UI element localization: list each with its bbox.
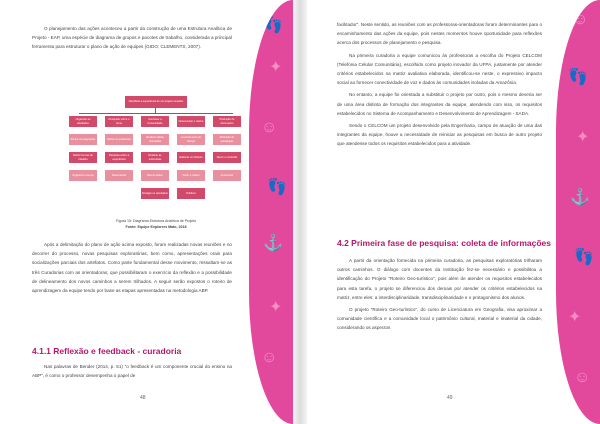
right-paragraph-1: facilitador". Neste sentido, as reuniões com as professoras-orientadoras foram determinantes para o encaminhamento das ações da equipe, pois nestes momentos houve oportunidade para reflexões acerca dos processos de planejamento e pesquisa. [337,22,542,46]
book-gutter [293,0,307,424]
diagram-box: Reunir dados [141,170,169,181]
right-text-block-2 [337,256,542,336]
diagram-box: Conhecer a Universidade [141,116,169,127]
diagram-box: Pesquisa sobre a experiência [105,152,133,163]
smiley-icon: ☺ [261,119,278,136]
anchor-icon: ⚓ [570,189,590,206]
diagram-box: Realizar visitas orientadas [141,134,169,145]
decorative-band-right [556,0,600,424]
right-text-block-1 [337,20,542,152]
smiley-icon: ☺ [572,11,589,28]
star-icon: ✦ [568,309,582,326]
star-icon: ✦ [269,299,283,316]
left-page [0,0,293,424]
decorative-band-left [249,0,293,424]
diagram-box: Produção do documento [213,116,241,127]
left-paragraph-1: O planejamento das ações aconteceu a partir da construção de uma Estrutura Analítica de Projeto - EAP, uma espécie de diagrama de grupos e pacotes de trabalho, considerada a principal ferramenta para estruturar o plano de ação de equipes (GIDO; CLEMENTS, 2007). [32,26,232,50]
right-paragraph-6: O projeto "Roteiro Geo-turístico", do curso de Licenciatura em Geografia, visa aproximar a comunidade científica e a comunidade local o patrimônio cultural, material e imaterial da cidade, considerando os aspectos [337,307,542,331]
diagram-box: Desenvolver o roteiro [177,116,205,127]
right-paragraph-3: No entanto, a equipe foi orientada a substituir o projeto por outro, pois o mesmo deveria ser de uma área distinta de formação dos integrantes da equipe, atendendo com isso, os requisitos estabelecidos no Sistema de Acompanhamento e Desenvolvimento de Aprendizagem - SADA. [337,92,542,116]
section-heading-4-1-1: 4.1.1 Reflexão e feedback - curadoria [32,346,182,356]
right-paragraph-4: Sendo o CELCOM um projeto desenvolvido pela Engenharia, campo de atuação de uma das integrantes da equipe, houve a necessidade de reiniciar as pesquisas em busca de outro projeto que atendesse todos os requisitos estabelecidos para a atividade. [337,123,542,147]
diagram-box: Divulgar os resultados [141,188,169,199]
diagram-box: Rever o conteúdo [213,152,241,163]
eap-diagram [67,94,245,216]
diagram-box: Pesquisar sobre o tema [105,116,133,127]
right-paragraph-5: A partir da orientação fornecida na primeira curadoria, as pesquisas exploratórias trilharam outros caminhos. O diálogo com docentes da Instituição fez-se necessário e possibilitou a identificação do Projeto "Roteiro Geo-turístico", pois além de atender os requisitos estabelecidos para esta tarefa, o projeto se diferenciou dos demais por atender os critérios estabelecidos na matriz, entre eles: a interdisciplinaridade, transdisciplinaridade e o protagonismo dos alunos. [337,258,542,300]
figure-source: Fonte: Equipe Explorers Mato, 2018 [125,225,187,229]
figure-caption: Figura 15: Diagrama Estrutura Analítica de Projeto [115,219,197,223]
right-paragraph-2: Na primeira curadoria a equipe comunicou às professoras a escolha do Projeto CELCOM (Telefonia Celular Comunitária), escolhido como projeto inovador da UFPA, justamente por atender critérios estabelecidos na matriz avaliativa elaborada, identificou-se neste, o expressivo impacto social ao fornecer conectividade de voz e dados às comunidades isoladas da Amazônia. [337,52,542,86]
page-number-left: 48 [140,395,146,401]
left-paragraph-3: Nas palavras de Bender (2014, p. 51) "o feedback é um componente crucial do ensino na ABP", é como o professor desempenha o papel de [32,364,232,379]
star-icon: ✦ [269,59,283,76]
diagram-box: Sistematizar [105,170,133,181]
page-number-right: 49 [447,395,453,401]
footprint-icon: 👣 [574,249,594,266]
diagram-box: Definir formas de trabalho [69,152,97,163]
diagram-box: Elaborar um Roteiro [177,152,205,163]
smiley-icon: ☺ [574,369,591,386]
diagram-box: Definir os problemas [105,134,133,145]
footprint-icon: 👣 [263,17,283,34]
diagram-box: Realizar as entrevistas [141,152,169,163]
star-icon: ✦ [576,129,590,146]
anchor-icon: ⚓ [263,235,283,252]
diagram-box: Fazer o roteiro [177,170,205,181]
diagram-box: Organizar o tempo [69,170,97,181]
diagram-box: Apresentar [213,170,241,181]
smiley-icon: ☺ [261,349,278,366]
diagram-box: Definição de estratégias [213,134,241,145]
diagram-box: Reunir os integrantes [69,134,97,145]
diagram-top-box: Identificar a experiência de um projeto inovador [125,96,187,108]
left-paragraph-2: Após a delimitação do plano de ação acima exposto, foram realizadas novas reuniões e no decorrer do processo, novas pesquisas exploratórias, bem como, apresentações orais para socializações parciais dos artefatos. Como parte fundamental desse movimento, ressaltam-se as três Curadorias com as orientadoras, que possibilitaram o exercício da reflexão e a possibilidade de delineamento dos novos caminhos a serem trilhados. A seguir serão expostos o roteiro de aprendizagem da equipe tendo por base as etapas apresentadas na metodologia ABP. [32,242,232,294]
section-heading-4-2: 4.2 Primeira fase de pesquisa: coleta de informações [337,238,552,248]
right-page [307,0,600,424]
diagram-box: Publicar [177,188,205,199]
diagram-box: Levantamento do Campo [177,134,205,145]
footprint-icon: 👣 [267,179,287,196]
footprint-icon: 👣 [568,69,588,86]
diagram-box: Organizar as atividades [69,116,97,127]
